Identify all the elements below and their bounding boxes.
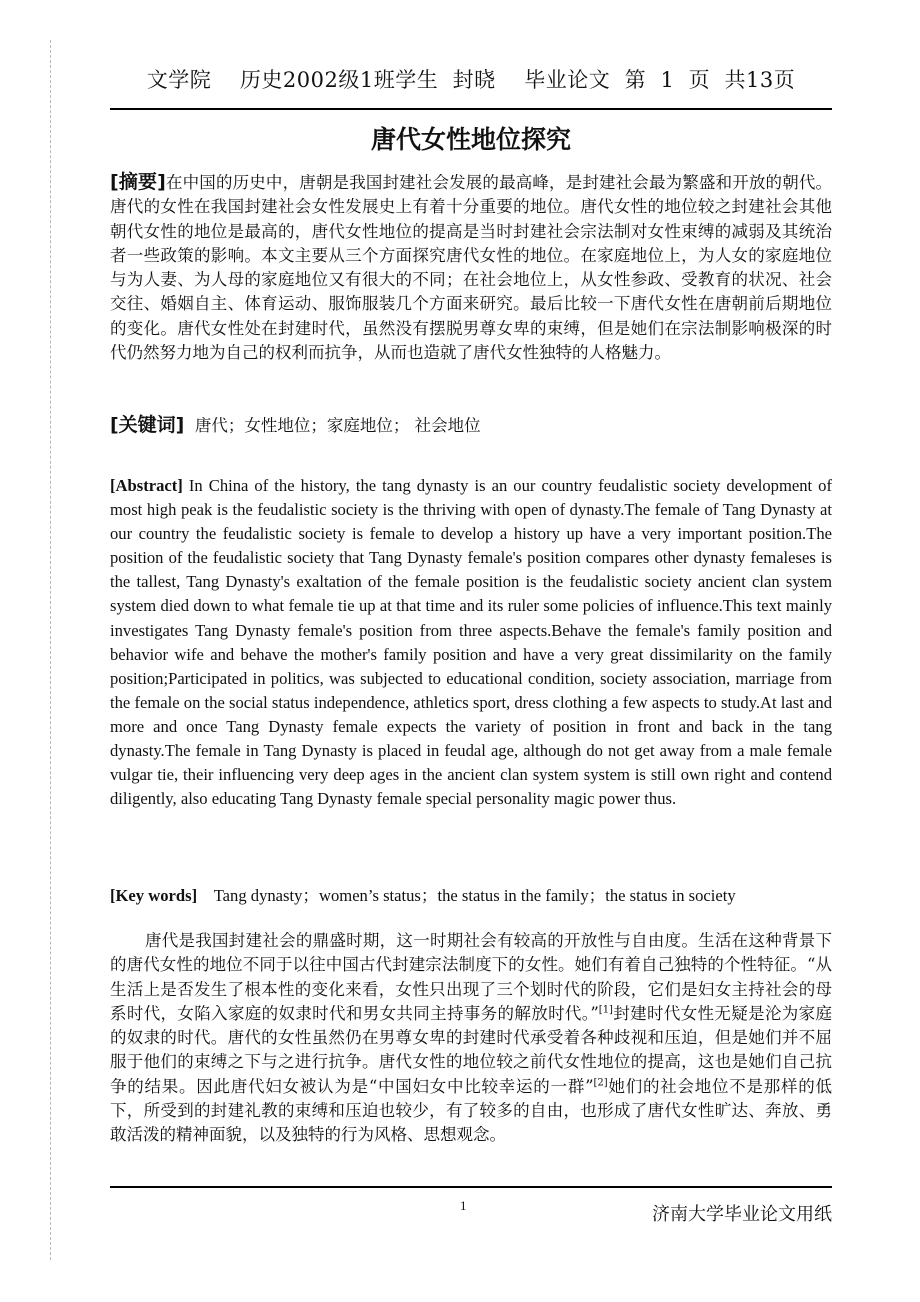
header-rule xyxy=(110,108,832,110)
english-abstract xyxy=(110,474,832,811)
intro-text-part3: 她们的社会地位不是那样的低下，所受到的封建礼教的束缚和压迫也较少，有了较多的自由，也形成了唐代女性旷达、奔放、勇敢活泼的精神面貌，以及独特的行为风格、思想观念。 xyxy=(110,1076,833,1145)
english-keywords-label: [Key words] xyxy=(110,886,198,905)
binding-margin-line xyxy=(50,40,51,1260)
chinese-abstract-text: 在中国的历史中，唐朝是我国封建社会发展的最高峰，是封建社会最为繁盛和开放的朝代。唐代的女性在我国封建社会女性发展史上有着十分重要的地位。唐代女性的地位较之封建社会其他朝代女性的地位是最高的，唐代女性地位的提高是当时封建社会宗法制对女性束缚的减弱及其统治者一些政策的影响。本文主要从三个方面探究唐代女性的地位。在家庭地位上，为人女的家庭地位与为人妻、为人母的家庭地位又有很大的不同；在社会地位上，从女性参政、受教育的状况、社会交往、婚姻自主、体育运动、服饰服装几个方面来研究。最后比较一下唐代女性在唐朝前后期地位的变化。唐代女性处在封建时代，虽然没有摆脱男尊女卑的束缚，但是她们在宗法制影响极深的时代仍然努力地为自己的权利而抗争，从而也造就了唐代女性独特的人格魅力。 xyxy=(110,173,833,363)
english-abstract-text: In China of the history, the tang dynasty is an our country feudalistic society development of most high peak is the feudalistic society is the thriving with open of dynasty.The female of Tang Dynasty at our country the feudalistic society is female to develop a history up have a very important position.The position of the feudalistic society that Tang Dynasty female's position compares other dynasty femaleses is the tallest, Tang Dynasty's exaltation of the female position is the feudalistic society ancient clan system system died down to what female tie up at that time and its ruler some policies of influence.This text mainly investigates Tang Dynasty female's position from three aspects.Behave the female's family position and behavior wife and behave the mother's family position and have a very great dissimilarity on the family position;Participated in politics, was subjected to educational condition, society association, marriage from the female on the social status independence, athletics sport, dress clothing a few aspects to study.At last and more and once Tang Dynasty female expects the variety of position in front and back in the tang dynasty.The female in Tang Dynasty is placed in feudal age, although do not get away from a male female vulgar tie, their influencing very deep ages in the ancient clan system system is still own right and contend diligently, also educating Tang Dynasty female special personality magic power thus. xyxy=(110,476,833,809)
page-header: 文学院 历史2002级1班学生 封晓 毕业论文 第 1 页 共13页 xyxy=(146,68,796,92)
paper-title: 唐代女性地位探究 xyxy=(370,125,571,154)
footer-school-label: 济南大学毕业论文用纸 xyxy=(652,1204,832,1225)
chinese-keywords xyxy=(110,410,832,441)
footer-rule xyxy=(110,1186,832,1188)
page-number: 1 xyxy=(460,1198,467,1213)
citation-2: [2] xyxy=(593,1077,608,1089)
english-keywords xyxy=(110,884,832,908)
chinese-keywords-label: [关键词] xyxy=(110,414,185,436)
citation-1: [1] xyxy=(598,1004,613,1016)
english-abstract-label: [Abstract] xyxy=(110,476,183,495)
introduction-paragraph xyxy=(110,929,832,1148)
english-keywords-text: Tang dynasty；women’s status；the status in the family；the status in society xyxy=(213,886,736,905)
chinese-abstract-label: [摘要] xyxy=(110,171,166,193)
chinese-abstract xyxy=(110,170,832,365)
intro-text-part2: 封建时代女性无疑是沦为家庭的奴隶的时代。唐代的女性虽然仍在男尊女卑的封建时代承受着各种歧视和压迫，但是她们并不屈服于他们的束缚之下与之进行抗争。唐代女性的地位较之前代女性地位的提高，这也是她们自己抗争的结果。因此唐代妇女被认为是“中国妇女中比较幸运的一群” xyxy=(110,1003,833,1096)
chinese-keywords-text: 唐代；女性地位；家庭地位； 社会地位 xyxy=(194,416,481,435)
intro-text-part1: 唐代是我国封建社会的鼎盛时期，这一时期社会有较高的开放性与自由度。生活在这种背景下的唐代女性的地位不同于以往中国古代封建宗法制度下的女性。她们有着自己独特的个性特征。“从生活上是否发生了根本性的变化来看，女性只出现了三个划时代的阶段，它们是妇女主持社会的母系时代，女陷入家庭的奴隶时代和男女共同主持事务的解放时代。” xyxy=(110,931,832,1023)
